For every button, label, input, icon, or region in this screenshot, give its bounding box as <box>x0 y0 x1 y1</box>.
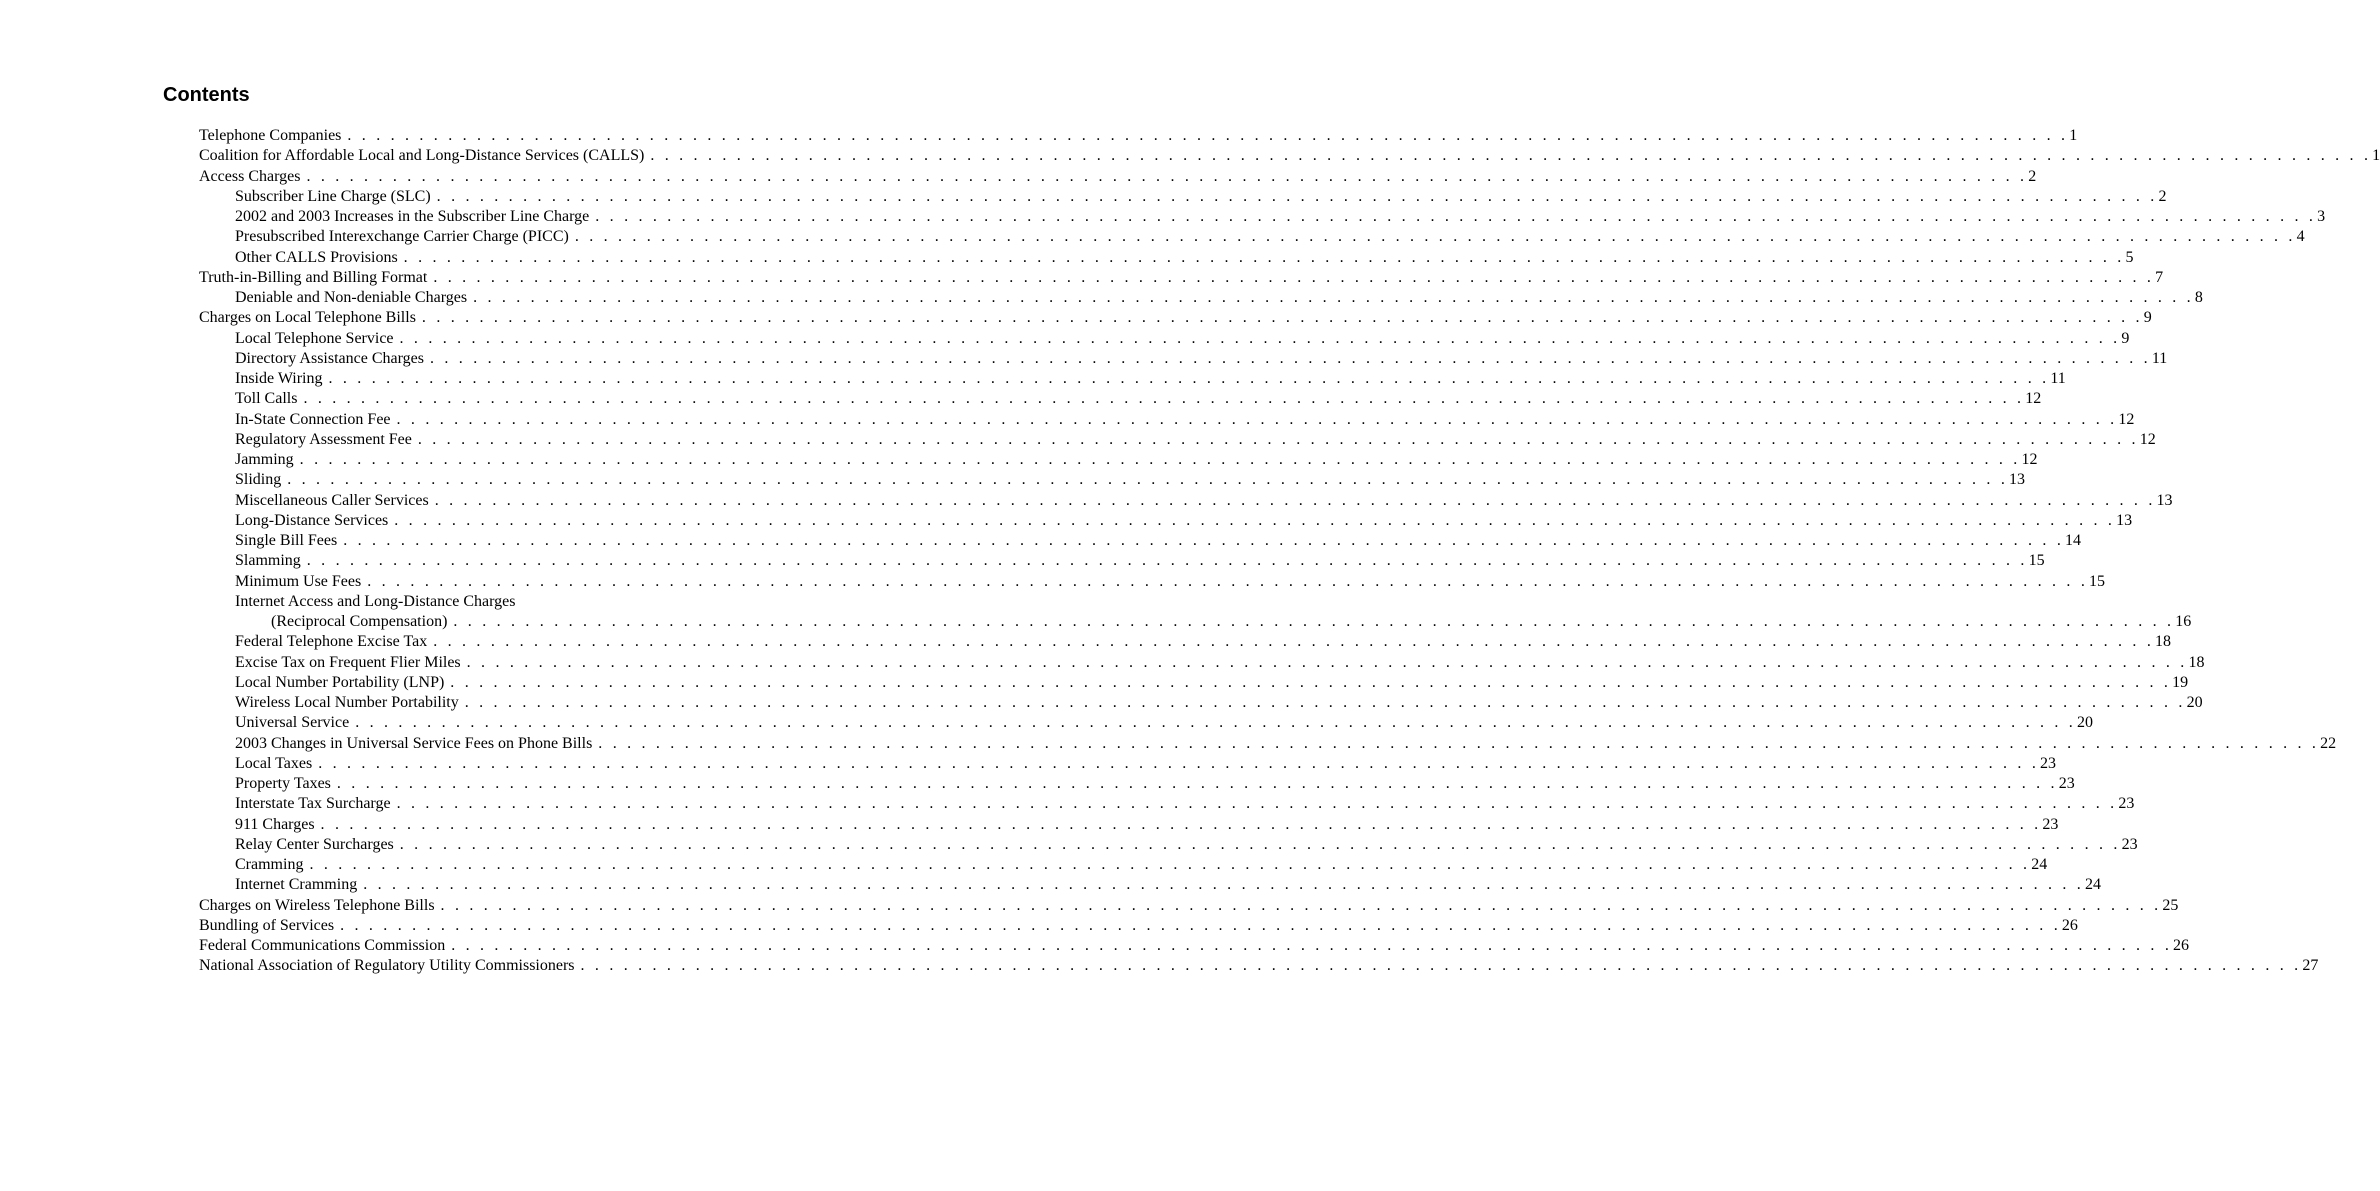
toc-entry-page: 25 <box>2162 896 2179 914</box>
dot-leader: . . . . . . . . . . . . . . . . . . . . . . . . . . . . . . . . . . . . . . . . . . . . . . . . . . . . . . . . . . . . . . . . . . . . . . . . . . . . . . . . . . . . . . . . . . . . . . . . . . . . . . . . . . . . . . . . . . . . . . . . <box>650 147 2372 165</box>
toc-entry[interactable] <box>199 430 2156 450</box>
toc-entry[interactable] <box>199 653 2205 673</box>
toc-entry[interactable] <box>199 531 2082 551</box>
toc-entry-page: 26 <box>2061 916 2078 934</box>
toc-entry[interactable] <box>199 774 2075 794</box>
dot-leader: . . . . . . . . . . . . . . . . . . . . . . . . . . . . . . . . . . . . . . . . . . . . . . . . . . . . . . . . . . . . . . . . . . . . . . . . . . . . . . . . . . . . . . . . . . . . . . . . . . . . . . . . . . . . . . . . . . . . . . . . <box>347 127 2069 144</box>
toc-entry[interactable] <box>199 815 2059 835</box>
toc-entry-title: Relay Center Surcharges <box>235 835 394 853</box>
toc-entry-title: Minimum Use Fees <box>235 572 362 590</box>
dot-leader: . . . . . . . . . . . . . . . . . . . . . . . . . . . . . . . . . . . . . . . . . . . . . . . . . . . . . . . . . . . . . . . . . . . . . . . . . . . . . . . . . . . . . . . . . . . . . . . . . . . . . . . . . . . . . . . . . . . . . . . . <box>355 714 2076 732</box>
toc-entry-page: 22 <box>2320 734 2337 752</box>
toc-entry[interactable] <box>199 268 2164 288</box>
toc-entry-page: 18 <box>2188 653 2205 671</box>
toc-entry-page: 24 <box>2031 856 2048 873</box>
dot-leader: . . . . . . . . . . . . . . . . . . . . . . . . . . . . . . . . . . . . . . . . . . . . . . . . . . . . . . . . . . . . . . . . . . . . . . . . . . . . . . . . . . . . . . . . . . . . . . . . . . . . . . . . . . . . . . . . . . . . . . . . <box>399 329 2121 347</box>
toc-entry-title: Local Telephone Service <box>235 329 394 347</box>
toc-entry-title: Miscellaneous Caller Services <box>235 491 429 509</box>
dot-leader: . . . . . . . . . . . . . . . . . . . . . . . . . . . . . . . . . . . . . . . . . . . . . . . . . . . . . . . . . . . . . . . . . . . . . . . . . . . . . . . . . . . . . . . . . . . . . . . . . . . . . . . . . . . . . . . . . . . . . . . . <box>396 410 2118 428</box>
dot-leader: . . . . . . . . . . . . . . . . . . . . . . . . . . . . . . . . . . . . . . . . . . . . . . . . . . . . . . . . . . . . . . . . . . . . . . . . . . . . . . . . . . . . . . . . . . . . . . . . . . . . . . . . . . . . . . . . . . . . . . . . <box>433 268 2155 286</box>
toc-entry[interactable] <box>199 308 2152 328</box>
toc-entry-title: Charges on Local Telephone Bills <box>199 309 416 327</box>
dot-leader: . . . . . . . . . . . . . . . . . . . . . . . . . . . . . . . . . . . . . . . . . . . . . . . . . . . . . . . . . . . . . . . . . . . . . . . . . . . . . . . . . . . . . . . . . . . . . . . . . . . . . . . . . . . . . . . . . . . . . . . . <box>343 532 2065 549</box>
dot-leader: . . . . . . . . . . . . . . . . . . . . . . . . . . . . . . . . . . . . . . . . . . . . . . . . . . . . . . . . . . . . . . . . . . . . . . . . . . . . . . . . . . . . . . . . . . . . . . . . . . . . . . . . . . . . . . . . . . . . . . . . <box>396 795 2118 813</box>
toc-entry-title: Internet Access and Long-Distance Charges <box>235 592 516 610</box>
toc-entry-title: Federal Telephone Excise Tax <box>235 633 428 651</box>
toc-entry[interactable] <box>199 734 2337 754</box>
toc-entry[interactable] <box>199 207 2326 227</box>
toc-entry-page: 4 <box>2296 228 2305 246</box>
toc-entry-page: 11 <box>2151 349 2168 367</box>
dot-leader: . . . . . . . . . . . . . . . . . . . . . . . . . . . . . . . . . . . . . . . . . . . . . . . . . . . . . . . . . . . . . . . . . . . . . . . . . . . . . . . . . . . . . . . . . . . . . . . . . . . . . . . . . . . . . . . . . . . . . . . . <box>433 633 2155 651</box>
dot-leader: . . . . . . . . . . . . . . . . . . . . . . . . . . . . . . . . . . . . . . . . . . . . . . . . . . . . . . . . . . . . . . . . . . . . . . . . . . . . . . . . . . . . . . . . . . . . . . . . . . . . . . . . . . . . . . . . . . . . . . . . <box>574 228 2296 246</box>
toc-entry-page: 3 <box>2317 208 2326 225</box>
toc-entry-title: 2003 Changes in Universal Service Fees on Phone Bills <box>235 734 593 752</box>
toc-entry-page: 12 <box>2139 430 2156 448</box>
toc-entry-page: 12 <box>2025 390 2042 408</box>
table-of-contents <box>199 126 2380 977</box>
dot-leader: . . . . . . . . . . . . . . . . . . . . . . . . . . . . . . . . . . . . . . . . . . . . . . . . . . . . . . . . . . . . . . . . . . . . . . . . . . . . . . . . . . . . . . . . . . . . . . . . . . . . . . . . . . . . . . . . . . . . . . . . <box>394 511 2116 529</box>
toc-entry[interactable] <box>199 693 2203 713</box>
toc-entry-title: Jamming <box>235 451 294 468</box>
toc-entry[interactable] <box>199 794 2135 814</box>
toc-entry-page: 13 <box>2009 471 2026 489</box>
dot-leader: . . . . . . . . . . . . . . . . . . . . . . . . . . . . . . . . . . . . . . . . . . . . . . . . . . . . . . . . . . . . . . . . . . . . . . . . . . . . . . . . . . . . . . . . . . . . . . . . . . . . . . . . . . . . . . . . . . . . . . . . <box>287 471 2009 489</box>
toc-entry[interactable] <box>199 511 2133 531</box>
toc-entry-title: Truth-in-Billing and Billing Format <box>199 268 428 286</box>
dot-leader: . . . . . . . . . . . . . . . . . . . . . . . . . . . . . . . . . . . . . . . . . . . . . . . . . . . . . . . . . . . . . . . . . . . . . . . . . . . . . . . . . . . . . . . . . . . . . . . . . . . . . . . . . . . . . . . . . . . . . . . . <box>595 208 2317 225</box>
toc-entry-title: Sliding <box>235 471 282 489</box>
toc-entry-title: Local Taxes <box>235 754 313 772</box>
toc-entry[interactable] <box>199 572 2106 592</box>
toc-entry-title: Property Taxes <box>235 775 331 792</box>
dot-leader: . . . . . . . . . . . . . . . . . . . . . . . . . . . . . . . . . . . . . . . . . . . . . . . . . . . . . . . . . . . . . . . . . . . . . . . . . . . . . . . . . . . . . . . . . . . . . . . . . . . . . . . . . . . . . . . . . . . . . . . . <box>464 694 2186 711</box>
dot-leader: . . . . . . . . . . . . . . . . . . . . . . . . . . . . . . . . . . . . . . . . . . . . . . . . . . . . . . . . . . . . . . . . . . . . . . . . . . . . . . . . . . . . . . . . . . . . . . . . . . . . . . . . . . . . . . . . . . . . . . . . <box>303 390 2025 408</box>
toc-entry-title: Single Bill Fees <box>235 532 338 549</box>
dot-leader: . . . . . . . . . . . . . . . . . . . . . . . . . . . . . . . . . . . . . . . . . . . . . . . . . . . . . . . . . . . . . . . . . . . . . . . . . . . . . . . . . . . . . . . . . . . . . . . . . . . . . . . . . . . . . . . . . . . . . . . . <box>417 430 2139 448</box>
dot-leader: . . . . . . . . . . . . . . . . . . . . . . . . . . . . . . . . . . . . . . . . . . . . . . . . . . . . . . . . . . . . . . . . . . . . . . . . . . . . . . . . . . . . . . . . . . . . . . . . . . . . . . . . . . . . . . . . . . . . . . . . <box>580 957 2302 975</box>
toc-entry-page: 23 <box>2042 815 2059 833</box>
toc-entry-title: Local Number Portability (LNP) <box>235 673 445 691</box>
toc-entry-page: 5 <box>2125 248 2134 266</box>
toc-entry-page: 15 <box>2089 572 2106 590</box>
toc-entry[interactable] <box>199 754 2057 774</box>
dot-leader: . . . . . . . . . . . . . . . . . . . . . . . . . . . . . . . . . . . . . . . . . . . . . . . . . . . . . . . . . . . . . . . . . . . . . . . . . . . . . . . . . . . . . . . . . . . . . . . . . . . . . . . . . . . . . . . . . . . . . . . . <box>299 451 2021 468</box>
dot-leader: . . . . . . . . . . . . . . . . . . . . . . . . . . . . . . . . . . . . . . . . . . . . . . . . . . . . . . . . . . . . . . . . . . . . . . . . . . . . . . . . . . . . . . . . . . . . . . . . . . . . . . . . . . . . . . . . . . . . . . . . <box>336 775 2058 792</box>
toc-entry[interactable] <box>199 491 2173 511</box>
toc-entry[interactable] <box>199 227 2305 247</box>
toc-entry[interactable] <box>199 551 2045 571</box>
dot-leader: . . . . . . . . . . . . . . . . . . . . . . . . . . . . . . . . . . . . . . . . . . . . . . . . . . . . . . . . . . . . . . . . . . . . . . . . . . . . . . . . . . . . . . . . . . . . . . . . . . . . . . . . . . . . . . . . . . . . . . . . <box>436 187 2158 205</box>
dot-leader: . . . . . . . . . . . . . . . . . . . . . . . . . . . . . . . . . . . . . . . . . . . . . . . . . . . . . . . . . . . . . . . . . . . . . . . . . . . . . . . . . . . . . . . . . . . . . . . . . . . . . . . . . . . . . . . . . . . . . . . . <box>309 856 2031 873</box>
toc-entry-page: 2 <box>2158 187 2167 205</box>
toc-entry-page: 11 <box>2050 370 2066 387</box>
toc-entry[interactable] <box>199 369 2066 389</box>
toc-entry-page: 13 <box>2116 511 2133 529</box>
dot-leader: . . . . . . . . . . . . . . . . . . . . . . . . . . . . . . . . . . . . . . . . . . . . . . . . . . . . . . . . . . . . . . . . . . . . . . . . . . . . . . . . . . . . . . . . . . . . . . . . . . . . . . . . . . . . . . . . . . . . . . . . <box>328 370 2050 387</box>
toc-entry[interactable] <box>199 410 2135 430</box>
toc-entry-page: 14 <box>2065 532 2082 549</box>
toc-entry-title: Cramming <box>235 856 304 873</box>
toc-entry-title: In-State Connection Fee <box>235 410 391 428</box>
toc-entry-page: 23 <box>2118 795 2135 813</box>
dot-leader: . . . . . . . . . . . . . . . . . . . . . . . . . . . . . . . . . . . . . . . . . . . . . . . . . . . . . . . . . . . . . . . . . . . . . . . . . . . . . . . . . . . . . . . . . . . . . . . . . . . . . . . . . . . . . . . . . . . . . . . . <box>450 673 2172 691</box>
toc-entry[interactable] <box>199 126 2078 146</box>
toc-entry[interactable] <box>199 167 2037 187</box>
toc-entry-title: Wireless Local Number Portability <box>235 694 459 711</box>
toc-entry-page: 23 <box>2058 775 2075 792</box>
toc-entry[interactable] <box>199 288 2203 308</box>
toc-entry[interactable] <box>199 916 2078 936</box>
dot-leader: . . . . . . . . . . . . . . . . . . . . . . . . . . . . . . . . . . . . . . . . . . . . . . . . . . . . . . . . . . . . . . . . . . . . . . . . . . . . . . . . . . . . . . . . . . . . . . . . . . . . . . . . . . . . . . . . . . . . . . . . <box>598 734 2320 752</box>
toc-entry[interactable] <box>199 835 2138 855</box>
dot-leader: . . . . . . . . . . . . . . . . . . . . . . . . . . . . . . . . . . . . . . . . . . . . . . . . . . . . . . . . . . . . . . . . . . . . . . . . . . . . . . . . . . . . . . . . . . . . . . . . . . . . . . . . . . . . . . . . . . . . . . . . <box>430 349 2151 367</box>
toc-entry-page: 8 <box>2194 289 2203 306</box>
toc-entry[interactable] <box>199 673 2189 693</box>
toc-entry-title: Excise Tax on Frequent Flier Miles <box>235 653 461 671</box>
toc-entry-title: Subscriber Line Charge (SLC) <box>235 187 431 205</box>
toc-entry-page: 19 <box>2172 673 2189 691</box>
page-title: Contents <box>163 84 250 106</box>
dot-leader: . . . . . . . . . . . . . . . . . . . . . . . . . . . . . . . . . . . . . . . . . . . . . . . . . . . . . . . . . . . . . . . . . . . . . . . . . . . . . . . . . . . . . . . . . . . . . . . . . . . . . . . . . . . . . . . . . . . . . . . . <box>473 289 2194 306</box>
toc-entry[interactable] <box>199 713 2093 733</box>
dot-leader: . . . . . . . . . . . . . . . . . . . . . . . . . . . . . . . . . . . . . . . . . . . . . . . . . . . . . . . . . . . . . . . . . . . . . . . . . . . . . . . . . . . . . . . . . . . . . . . . . . . . . . . . . . . . . . . . . . . . . . . . <box>318 754 2040 772</box>
toc-entry-page: 23 <box>2040 754 2057 772</box>
toc-entry[interactable] <box>199 389 2042 409</box>
toc-entry-page: 15 <box>2028 552 2045 570</box>
dot-leader: . . . . . . . . . . . . . . . . . . . . . . . . . . . . . . . . . . . . . . . . . . . . . . . . . . . . . . . . . . . . . . . . . . . . . . . . . . . . . . . . . . . . . . . . . . . . . . . . . . . . . . . . . . . . . . . . . . . . . . . . <box>421 309 2143 327</box>
toc-entry-title: Bundling of Services <box>199 916 335 934</box>
toc-entry-page: 7 <box>2155 268 2164 286</box>
toc-entry-title: (Reciprocal Compensation) <box>271 613 448 630</box>
toc-entry-title: 2002 and 2003 Increases in the Subscriber Line Charge <box>235 208 590 225</box>
toc-entry-title: National Association of Regulatory Utility Commissioners <box>199 957 575 975</box>
toc-entry-page: 24 <box>2085 876 2101 894</box>
toc-entry[interactable] <box>199 470 2026 490</box>
toc-entry[interactable] <box>199 956 2319 976</box>
toc-entry-title: Coalition for Affordable Local and Long-Distance Services (CALLS) <box>199 147 645 165</box>
dot-leader: . . . . . . . . . . . . . . . . . . . . . . . . . . . . . . . . . . . . . . . . . . . . . . . . . . . . . . . . . . . . . . . . . . . . . . . . . . . . . . . . . . . . . . . . . . . . . . . . . . . . . . . . . . . . . . . . . . . . . . . . <box>440 896 2162 914</box>
dot-leader: . . . . . . . . . . . . . . . . . . . . . . . . . . . . . . . . . . . . . . . . . . . . . . . . . . . . . . . . . . . . . . . . . . . . . . . . . . . . . . . . . . . . . . . . . . . . . . . . . . . . . . . . . . . . . . . . . . . . . . . . <box>306 167 2028 185</box>
toc-entry-title: Regulatory Assessment Fee <box>235 430 412 448</box>
toc-entry-page: 2 <box>2028 167 2037 185</box>
toc-entry-page: 12 <box>2021 451 2038 468</box>
toc-entry[interactable] <box>199 146 2380 166</box>
toc-entry-page: 1 <box>2069 127 2078 144</box>
toc-entry-title: Telephone Companies <box>199 127 342 144</box>
dot-leader: . . . . . . . . . . . . . . . . . . . . . . . . . . . . . . . . . . . . . . . . . . . . . . . . . . . . . . . . . . . . . . . . . . . . . . . . . . . . . . . . . . . . . . . . . . . . . . . . . . . . . . . . . . . . . . . . . . . . . . . . <box>399 835 2121 853</box>
toc-entry-title: 911 Charges <box>235 815 315 833</box>
toc-entry[interactable] <box>199 632 2172 652</box>
toc-entry[interactable] <box>199 187 2167 207</box>
toc-entry-page: 9 <box>2121 329 2130 347</box>
toc-entry-title: Slamming <box>235 552 301 570</box>
toc-entry-page: 23 <box>2121 835 2138 853</box>
toc-entry[interactable] <box>199 936 2190 956</box>
toc-entry-page: 13 <box>2156 491 2173 509</box>
toc-entry-page: 12 <box>2118 410 2135 428</box>
dot-leader: . . . . . . . . . . . . . . . . . . . . . . . . . . . . . . . . . . . . . . . . . . . . . . . . . . . . . . . . . . . . . . . . . . . . . . . . . . . . . . . . . . . . . . . . . . . . . . . . . . . . . . . . . . . . . . . . . . . . . . . . <box>340 916 2061 934</box>
toc-entry-page: 9 <box>2143 309 2152 327</box>
toc-entry-title: Long-Distance Services <box>235 511 389 529</box>
toc-entry-title: Other CALLS Provisions <box>235 248 398 266</box>
toc-entry-page: 16 <box>2175 613 2192 630</box>
dot-leader: . . . . . . . . . . . . . . . . . . . . . . . . . . . . . . . . . . . . . . . . . . . . . . . . . . . . . . . . . . . . . . . . . . . . . . . . . . . . . . . . . . . . . . . . . . . . . . . . . . . . . . . . . . . . . . . . . . . . . . . . <box>451 937 2173 954</box>
toc-entry[interactable] <box>199 612 2192 632</box>
toc-entry-title: Federal Communications Commission <box>199 937 446 954</box>
toc-entry-title: Presubscribed Interexchange Carrier Charge (PICC) <box>235 228 569 246</box>
dot-leader: . . . . . . . . . . . . . . . . . . . . . . . . . . . . . . . . . . . . . . . . . . . . . . . . . . . . . . . . . . . . . . . . . . . . . . . . . . . . . . . . . . . . . . . . . . . . . . . . . . . . . . . . . . . . . . . . . . . . . . . . <box>367 572 2089 590</box>
toc-entry-title: Toll Calls <box>235 390 298 408</box>
dot-leader: . . . . . . . . . . . . . . . . . . . . . . . . . . . . . . . . . . . . . . . . . . . . . . . . . . . . . . . . . . . . . . . . . . . . . . . . . . . . . . . . . . . . . . . . . . . . . . . . . . . . . . . . . . . . . . . . . . . . . . . . <box>466 653 2188 671</box>
toc-entry-page: 20 <box>2186 694 2203 711</box>
toc-entry-title: Internet Cramming <box>235 876 358 894</box>
toc-entry-title: Directory Assistance Charges <box>235 349 424 367</box>
toc-entry[interactable] <box>199 875 2101 895</box>
toc-entry[interactable] <box>199 349 2168 369</box>
toc-entry-page: 20 <box>2077 714 2093 732</box>
toc-entry[interactable] <box>199 592 759 612</box>
dot-leader: . . . . . . . . . . . . . . . . . . . . . . . . . . . . . . . . . . . . . . . . . . . . . . . . . . . . . . . . . . . . . . . . . . . . . . . . . . . . . . . . . . . . . . . . . . . . . . . . . . . . . . . . . . . . . . . . . . . . . . . . <box>403 248 2125 266</box>
dot-leader: . . . . . . . . . . . . . . . . . . . . . . . . . . . . . . . . . . . . . . . . . . . . . . . . . . . . . . . . . . . . . . . . . . . . . . . . . . . . . . . . . . . . . . . . . . . . . . . . . . . . . . . . . . . . . . . . . . . . . . . . <box>434 491 2156 509</box>
toc-entry-page: 1 <box>2372 147 2380 165</box>
toc-entry[interactable] <box>199 329 2130 349</box>
toc-entry-page: 18 <box>2155 633 2172 651</box>
dot-leader: . . . . . . . . . . . . . . . . . . . . . . . . . . . . . . . . . . . . . . . . . . . . . . . . . . . . . . . . . . . . . . . . . . . . . . . . . . . . . . . . . . . . . . . . . . . . . . . . . . . . . . . . . . . . . . . . . . . . . . . . <box>363 876 2084 894</box>
toc-entry-title: Access Charges <box>199 167 301 185</box>
toc-entry[interactable] <box>199 450 2038 470</box>
dot-leader: . . . . . . . . . . . . . . . . . . . . . . . . . . . . . . . . . . . . . . . . . . . . . . . . . . . . . . . . . . . . . . . . . . . . . . . . . . . . . . . . . . . . . . . . . . . . . . . . . . . . . . . . . . . . . . . . . . . . . . . . <box>306 552 2028 570</box>
toc-entry-title: Charges on Wireless Telephone Bills <box>199 896 435 914</box>
toc-entry[interactable] <box>199 896 2179 916</box>
toc-entry-title: Universal Service <box>235 714 350 732</box>
toc-entry-page: 27 <box>2302 957 2319 975</box>
toc-entry-title: Interstate Tax Surcharge <box>235 795 391 813</box>
toc-entry[interactable] <box>199 855 2048 875</box>
toc-entry[interactable] <box>199 248 2134 268</box>
toc-entry-page: 26 <box>2173 937 2190 954</box>
dot-leader: . . . . . . . . . . . . . . . . . . . . . . . . . . . . . . . . . . . . . . . . . . . . . . . . . . . . . . . . . . . . . . . . . . . . . . . . . . . . . . . . . . . . . . . . . . . . . . . . . . . . . . . . . . . . . . . . . . . . . . . . <box>453 613 2175 630</box>
dot-leader: . . . . . . . . . . . . . . . . . . . . . . . . . . . . . . . . . . . . . . . . . . . . . . . . . . . . . . . . . . . . . . . . . . . . . . . . . . . . . . . . . . . . . . . . . . . . . . . . . . . . . . . . . . . . . . . . . . . . . . . . <box>320 815 2042 833</box>
toc-entry-title: Inside Wiring <box>235 370 323 387</box>
toc-entry-title: Deniable and Non-deniable Charges <box>235 289 468 306</box>
